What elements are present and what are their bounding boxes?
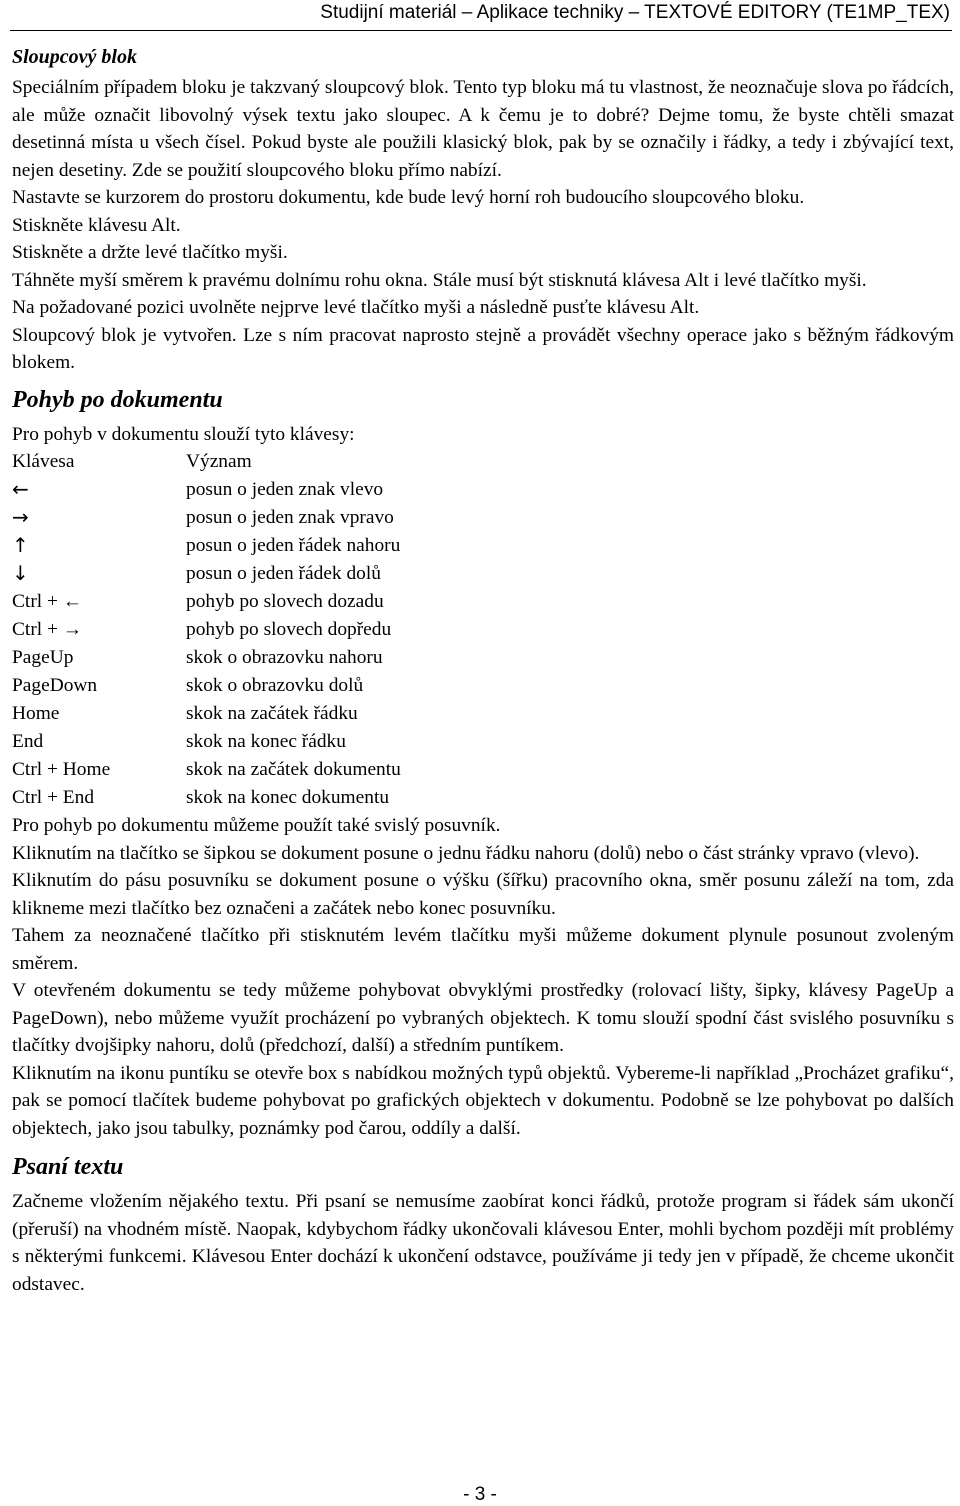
up-arrow-icon: ↑ <box>12 533 29 558</box>
table-cell: skok o obrazovku nahoru <box>186 647 383 669</box>
page-header: Studijní materiál – Aplikace techniky – TEXTOVÉ EDITORY (TE1MP_TEX) <box>320 2 950 23</box>
table-cell: skok na konec dokumentu <box>186 787 390 809</box>
table-cell: skok o obrazovku dolů <box>186 675 364 697</box>
paragraph: Kliknutím do pásu posuvníku se dokument posune o výšku (šířku) pracovního okna, směr posunu záleží na tom, zda klikneme mezi tlačítko bez označeni a začátek nebo konec posuvníku. <box>12 870 954 919</box>
table-cell-key: End <box>12 731 44 753</box>
table-intro: Pro pohyb v dokumentu slouží tyto klávesy: <box>12 423 355 445</box>
paragraph: Stiskněte a držte levé tlačítko myši. <box>12 242 288 263</box>
left-arrow-icon: ← <box>12 477 29 502</box>
table-cell: skok na konec řádku <box>186 731 346 753</box>
keys-table <box>12 448 401 812</box>
paragraph: Pro pohyb po dokumentu můžeme použít také svislý posuvník. <box>12 815 501 836</box>
paragraph: Na požadované pozici uvolněte nejprve levé tlačítko myši a následně pusťte klávesu Alt. <box>12 297 700 318</box>
table-cell: pohyb po slovech dozadu <box>186 591 384 613</box>
table-cell: pohyb po slovech dopředu <box>186 619 392 641</box>
table-row <box>12 616 401 644</box>
table-cell: posun o jeden znak vpravo <box>186 507 394 529</box>
table-cell-key: Home <box>12 703 60 725</box>
table-cell-key: Ctrl + ← <box>12 591 83 613</box>
table-row <box>12 504 401 532</box>
table-row <box>12 728 401 756</box>
paragraph: V otevřeném dokumentu se tedy můžeme pohybovat obvyklými prostředky (rolovací lišty, šipky, klávesy PageUp a PageDown), nebo můžeme využít procházení po vybraných objektech. K tomu slouží spodní část svislého posuvníku s tlačítky dvojšipky nahoru, dolů (předchozí, další) a středním puntíkem. <box>12 980 954 1056</box>
table-row <box>12 700 401 728</box>
paragraph: Kliknutím na tlačítko se šipkou se dokument posune o jednu řádku nahoru (dolů) nebo o část stránky vpravo (vlevo). <box>12 842 920 864</box>
table-row <box>12 644 401 672</box>
right-arrow-icon: → <box>12 505 29 530</box>
table-cell: skok na začátek dokumentu <box>186 759 401 781</box>
table-row <box>12 588 401 616</box>
column-header-key: Klávesa <box>12 451 75 473</box>
paragraph: Tahem za neoznačené tlačítko při stisknutém levém tlačítku myši můžeme dokument plynule posunout zvoleným směrem. <box>12 925 954 974</box>
table-cell: posun o jeden řádek nahoru <box>186 535 401 557</box>
table-cell-key: Ctrl + Home <box>12 759 111 781</box>
table-row <box>12 784 401 812</box>
paragraph: Začneme vložením nějakého textu. Při psaní se nemusíme zaobírat konci řádků, protože program si řádek sám ukončí (přeruší) na vhodném místě. Naopak, kdybychom řádky ukončovali klávesou Enter, mohli bychom později mít problémy s některými funkcemi. Klávesou Enter dochází k ukončení odstavce, používáme ji tedy jen v případě, že chceme ukončit odstavec. <box>12 1191 954 1295</box>
table-cell-key: Ctrl + End <box>12 787 95 809</box>
table-row <box>12 532 401 560</box>
heading-sloupcovy-blok: Sloupcový blok <box>12 46 137 68</box>
table-row <box>12 756 401 784</box>
page-content <box>12 42 954 1298</box>
paragraph: Nastavte se kurzorem do prostoru dokumentu, kde bude levý horní roh budoucího sloupcového bloku. <box>12 187 805 208</box>
table-cell-key: Ctrl + → <box>12 619 83 641</box>
heading-pohyb-po-dokumentu: Pohyb po dokumentu <box>12 386 223 413</box>
paragraph: Kliknutím na ikonu puntíku se otevře box s nabídkou možných typů objektů. Vybereme-li například „Procházet grafiku“, pak se pomocí tlačítek budeme pohybovat po grafických objektech v dokumentu. Podobně se lze pohybovat po dalších objektech, jako jsou tabulky, poznámky pod čarou, oddíly a další. <box>12 1062 954 1139</box>
table-cell: posun o jeden řádek dolů <box>186 563 381 585</box>
paragraph: Speciálním případem bloku je takzvaný sloupcový blok. Tento typ bloku má tu vlastnost, že neoznačuje slova po řádcích, ale může označit libovolný výsek textu jako sloupec. A k čemu je to dobré? Dejme tomu, že byste chtěli smazat desetinná místa u všech čísel. Pokud byste ale použili klasický blok, pak by se označily i řádky, a tedy i zbývající text, nejen desetiny. Zde se použití sloupcového bloku přímo nabízí. <box>12 77 954 181</box>
column-header-meaning: Význam <box>186 451 252 473</box>
table-row <box>12 476 401 504</box>
paragraph: Táhněte myší směrem k pravému dolnímu rohu okna. Stále musí být stisknutá klávesa Alt i levé tlačítko myši. <box>12 269 867 291</box>
header-rule <box>10 30 952 31</box>
table-cell-key: PageDown <box>12 675 98 697</box>
paragraph: Stiskněte klávesu Alt. <box>12 214 181 236</box>
down-arrow-icon: ↓ <box>12 561 29 586</box>
table-row <box>12 672 401 700</box>
table-row <box>12 560 401 588</box>
heading-psani-textu: Psaní textu <box>12 1154 124 1180</box>
table-header-row <box>12 448 401 476</box>
table-cell-key: PageUp <box>12 647 74 669</box>
page-number: - 3 - <box>463 1484 497 1505</box>
paragraph: Sloupcový blok je vytvořen. Lze s ním pracovat naprosto stejně a provádět všechny operace jako s běžným řádkovým blokem. <box>12 324 954 373</box>
table-cell: posun o jeden znak vlevo <box>186 479 384 501</box>
table-cell: skok na začátek řádku <box>186 703 358 725</box>
